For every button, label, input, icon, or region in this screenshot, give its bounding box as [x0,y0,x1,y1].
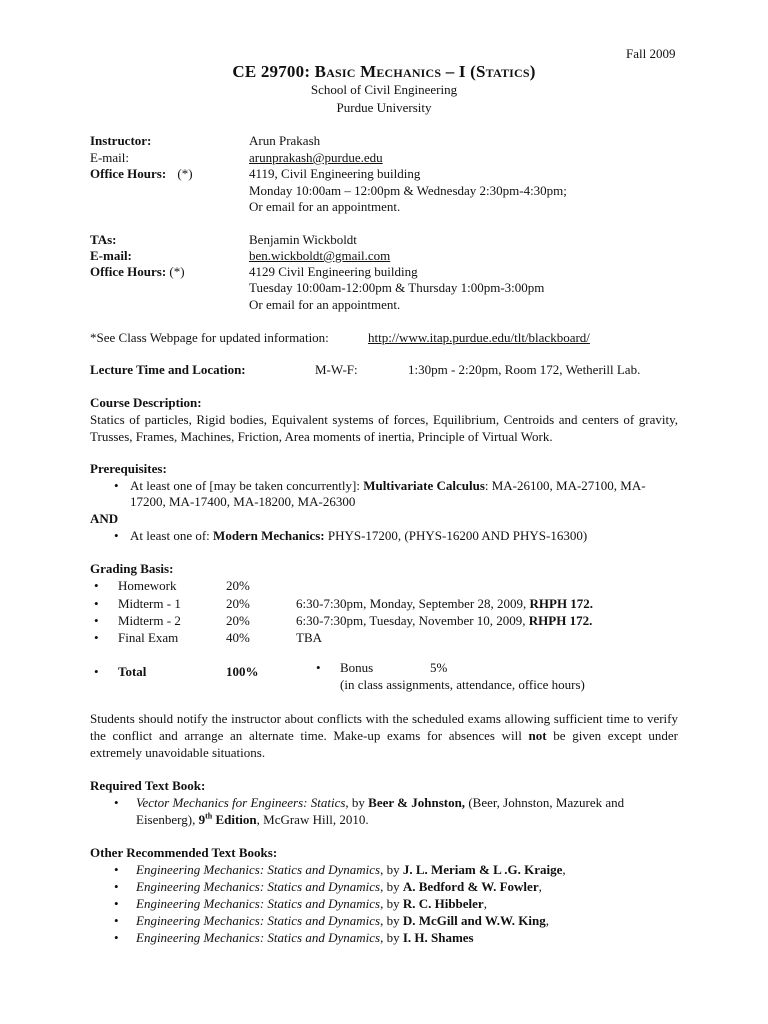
instructor-label: Instructor: [90,133,152,148]
conflicts-paragraph [90,710,678,761]
instructor-email-label: E-mail: [90,150,129,165]
grading-detail-text: 6:30-7:30pm, Monday, September 28, 2009, [296,596,530,611]
prereq2-rest: PHYS-17200, (PHYS-16200 AND PHYS-16300) [324,528,588,543]
conflicts-text-b: be given except under extremely unavoidable situations. [90,728,678,760]
instructor-hours: Monday 10:00am – 12:00pm & Wednesday 2:30pm-4:30pm; [249,183,567,198]
grading-item: Final Exam [118,630,179,645]
ta-hours: Tuesday 10:00am-12:00pm & Thursday 1:00pm-3:00pm [249,280,545,295]
required-text-publisher: , McGraw Hill, 2010. [256,812,369,827]
lecture-label: Lecture Time and Location: [90,362,246,377]
other-text-end: , [538,879,542,894]
other-text-by: , by [380,913,403,928]
bullet-icon: • [94,613,99,628]
office-hours-marker: (*) [177,166,193,181]
prerequisite-item-2 [130,528,587,544]
bullet-icon: • [316,660,321,675]
prereq1-prefix: At least one of [may be taken concurrently]: [130,478,364,493]
other-text-title: Engineering Mechanics: Statics and Dynamics [136,896,381,911]
prereq2-bold: Modern Mechanics: [213,528,325,543]
bullet-icon: • [94,664,99,679]
bullet-icon: • [94,578,99,593]
required-text-line2-pre: Eisenberg), [136,812,199,827]
grading-item: Homework [118,578,177,593]
required-text-title: Vector Mechanics for Engineers: Statics [136,795,346,810]
instructor-email-link[interactable]: arunprakash@purdue.edu [249,150,383,165]
ta-office-hours-label-text: Office Hours: [90,264,167,279]
grading-detail-text: 6:30-7:30pm, Tuesday, November 10, 2009, [296,613,529,628]
instructor-office-hours-label [90,166,193,182]
required-text-edition-num: 9 [198,812,206,827]
term-label: Fall 2009 [626,46,676,61]
grading-weight: 20% [226,578,250,593]
grading-total-value: 100% [226,664,259,679]
bullet-icon: • [114,930,119,945]
grading-detail [296,596,593,612]
required-text-edition-sup: th [205,811,213,821]
instructor-room: 4119, Civil Engineering building [249,166,421,181]
required-text-by: , by [345,795,369,810]
other-text-end: , [483,896,487,911]
grading-heading: Grading Basis: [90,561,174,576]
other-text-title: Engineering Mechanics: Statics and Dynamics [136,879,381,894]
other-text-title: Engineering Mechanics: Statics and Dynamics [136,913,381,928]
webpage-note: *See Class Webpage for updated information: [90,330,329,345]
prerequisite-item-1 [130,478,646,494]
other-text-authors: D. McGill and W.W. King [402,913,546,928]
webpage-link[interactable]: http://www.itap.purdue.edu/tlt/blackboard/ [368,330,590,345]
description-heading: Course Description: [90,395,202,410]
bonus-label: Bonus [340,660,374,675]
ta-email-label: E-mail: [90,248,132,263]
other-text-item [136,930,474,946]
instructor-name: Arun Prakash [249,133,321,148]
required-text-heading: Required Text Book: [90,778,206,793]
grading-detail-room: RHPH 172. [528,613,593,628]
conflicts-text-bold: not [528,728,547,743]
university-name: Purdue University [336,100,432,115]
bullet-icon: • [114,478,119,493]
other-text-authors: A. Bedford & W. Fowler [402,879,539,894]
ta-office-hours-label [90,264,185,280]
course-title: CE 29700: Basic Mechanics – I (Statics) [232,62,536,81]
bonus-note: (in class assignments, attendance, office hours) [340,677,585,692]
grading-total-label: Total [118,664,147,679]
prerequisite-item-1-line2: 17200, MA-17400, MA-18200, MA-26300 [130,494,356,509]
ta-email-link[interactable]: ben.wickboldt@gmail.com [249,248,391,263]
other-text-by: , by [380,862,403,877]
required-text-authors: Beer & Johnston, [368,795,466,810]
grading-weight: 20% [226,596,250,611]
other-text-title: Engineering Mechanics: Statics and Dynamics [136,930,381,945]
instructor-appointment: Or email for an appointment. [249,199,401,214]
other-text-item [136,862,566,878]
grading-item: Midterm - 1 [118,596,181,611]
prerequisites-heading: Prerequisites: [90,461,167,476]
bullet-icon: • [114,862,119,877]
grading-weight: 20% [226,613,250,628]
prereq1-bold: Multivariate Calculus [363,478,485,493]
lecture-time-place: 1:30pm - 2:20pm, Room 172, Wetherill Lab. [408,362,641,377]
lecture-days: M-W-F: [315,362,358,377]
bullet-icon: • [94,596,99,611]
grading-detail [296,613,592,629]
other-texts-heading: Other Recommended Text Books: [90,845,278,860]
bonus-value: 5% [430,660,448,675]
ta-label: TAs: [90,232,117,247]
required-text-edition-word: Edition [212,812,257,827]
other-text-item [136,896,487,912]
required-text-line1 [136,795,624,811]
grading-item: Midterm - 2 [118,613,181,628]
bullet-icon: • [114,528,119,543]
other-text-authors: R. C. Hibbeler [402,896,484,911]
school-name: School of Civil Engineering [310,82,458,97]
required-text-coauthors: (Beer, Johnston, Mazurek and [465,795,625,810]
bullet-icon: • [114,896,119,911]
prereq2-prefix: At least one of: [130,528,214,543]
ta-room: 4129 Civil Engineering building [249,264,418,279]
description-text: Statics of particles, Rigid bodies, Equivalent systems of forces, Equilibrium, Centroids and centers of gravity, Trusses, Frames, Machines, Friction, Area moments of inertia, Principle of Virtual Work. [90,412,678,444]
prerequisites-and: AND [90,511,119,526]
grading-detail-room: RHPH 172. [529,596,594,611]
grading-weight: 40% [226,630,250,645]
other-text-title: Engineering Mechanics: Statics and Dynamics [136,862,381,877]
ta-office-hours-marker: (*) [169,264,185,279]
required-text-line2 [136,812,369,828]
other-text-authors: J. L. Meriam & L .G. Kraige [402,862,563,877]
bullet-icon: • [114,795,119,810]
other-text-authors: I. H. Shames [402,930,474,945]
other-text-end: , [545,913,549,928]
bullet-icon: • [114,913,119,928]
other-text-end: , [562,862,566,877]
other-text-by: , by [380,879,403,894]
other-text-by: , by [380,896,403,911]
prereq1-rest: : MA-26100, MA-27100, MA- [484,478,646,493]
ta-name: Benjamin Wickboldt [249,232,357,247]
conflicts-text-a: Students should notify the instructor about conflicts with the scheduled exams allowing sufficient time to verify the conflict and arrange an alternate time. Make-up exams for absences will [90,711,678,743]
ta-appointment: Or email for an appointment. [249,297,401,312]
grading-detail: TBA [296,630,322,645]
other-text-item [136,913,549,929]
other-text-by: , by [380,930,403,945]
bullet-icon: • [114,879,119,894]
office-hours-label-text: Office Hours: [90,166,167,181]
bullet-icon: • [94,630,99,645]
other-text-item [136,879,542,895]
